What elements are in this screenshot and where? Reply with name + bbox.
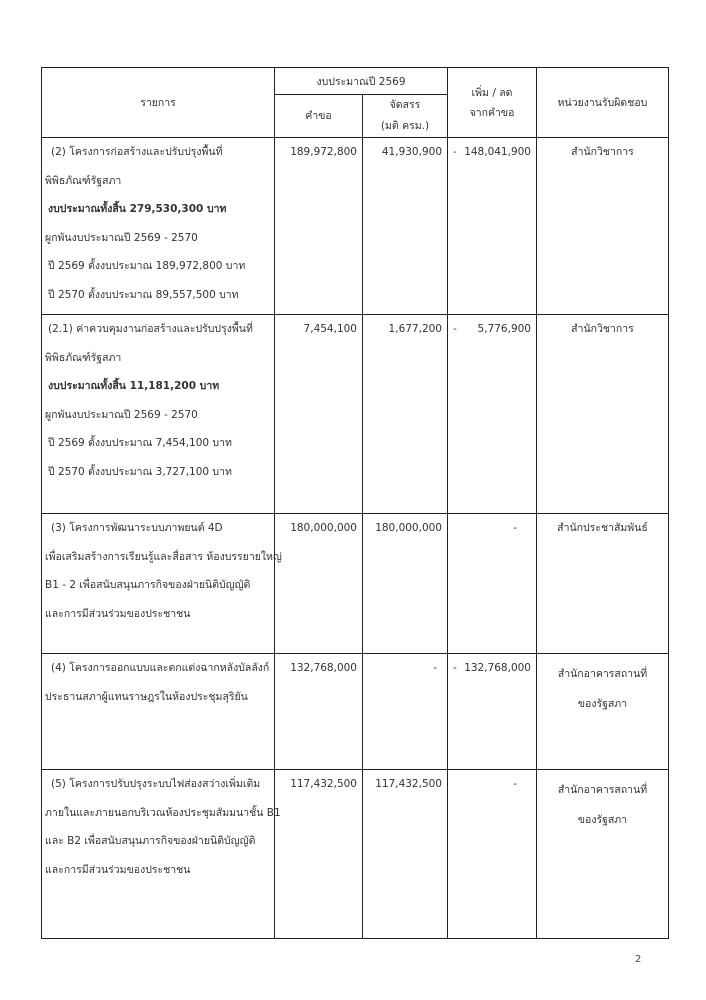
unit-line2: ของรัฐสภา: [577, 814, 628, 826]
change-value: -: [513, 778, 517, 790]
unit-line1: สำนักอาคารสถานที่: [557, 668, 648, 680]
header-change-line2: จากคำขอ: [469, 106, 515, 119]
responsible-unit: [537, 654, 669, 770]
change-amount: [448, 315, 537, 514]
change-amount: [448, 770, 537, 939]
item-line: ปี 2570 ตั้งงบประมาณ 89,557,500 บาท: [48, 288, 239, 301]
header-budget-year: งบประมาณปี 2569: [275, 68, 448, 95]
item-line: (4) โครงการออกแบบและตกแต่งฉากหลังบัลลังก์: [51, 662, 270, 674]
item-line: B1 - 2 เพื่อสนับสนุนภารกิจของฝ่ายนิติบัญญัติ: [45, 579, 251, 591]
item-line: ผูกพันงบประมาณปี 2569 - 2570: [45, 408, 198, 421]
item-line: (2.1) ค่าควบคุมงานก่อสร้างและปรับปรุงพื้นที่: [48, 323, 253, 335]
item-line: และการมีส่วนร่วมของประชาชน: [45, 863, 191, 876]
table-row: [42, 654, 669, 770]
change-amount: [448, 654, 537, 770]
allocated-amount: 180,000,000: [363, 514, 448, 654]
change-sign: -: [453, 146, 457, 158]
responsible-unit: [537, 514, 669, 654]
change-value: -: [513, 522, 517, 534]
unit-line1: สำนักวิชาการ: [571, 323, 634, 335]
item-line: (3) โครงการพัฒนาระบบภาพยนต์ 4D: [51, 522, 223, 534]
unit-line2: ของรัฐสภา: [577, 698, 628, 710]
responsible-unit: [537, 770, 669, 939]
item-line: ปี 2569 ตั้งงบประมาณ 7,454,100 บาท: [48, 437, 232, 449]
header-allocated-line2: (มติ ครม.): [380, 120, 430, 132]
table-row: [42, 770, 669, 939]
item-line: เพื่อเสริมสร้างการเรียนรู้และสื่อสาร ห้องบรรยายใหญ่: [45, 550, 282, 563]
item-line: (2) โครงการก่อสร้างและปรับปรุงพื้นที่: [51, 146, 223, 158]
item-line: (5) โครงการปรับปรุงระบบไฟส่องสว่างเพิ่มเติม: [51, 778, 261, 790]
change-amount: [448, 514, 537, 654]
responsible-unit: [537, 315, 669, 514]
change-value: 132,768,000: [464, 662, 531, 674]
responsible-unit: [537, 138, 669, 315]
unit-line1: สำนักประชาสัมพันธ์: [557, 522, 648, 534]
change-sign: -: [453, 323, 457, 335]
item-description: [42, 770, 281, 939]
change-sign: -: [453, 662, 457, 674]
header-item: รายการ: [42, 68, 275, 138]
change-value: 148,041,900: [464, 146, 531, 158]
request-amount: 7,454,100: [275, 315, 363, 514]
header-allocated: [363, 95, 448, 138]
header-change-line1: เพิ่ม / ลด: [471, 86, 513, 99]
table-row: [42, 315, 669, 514]
item-line: ภายในและภายนอกบริเวณห้องประชุมสัมมนาชั้น B1: [45, 806, 281, 819]
table-row: [42, 138, 669, 315]
item-description: [42, 654, 275, 770]
item-line: พิพิธภัณฑ์รัฐสภา: [45, 351, 122, 364]
item-line: ผูกพันงบประมาณปี 2569 - 2570: [45, 231, 198, 244]
header-unit: หน่วยงานรับผิดชอบ: [537, 68, 669, 138]
item-line: และการมีส่วนร่วมของประชาชน: [45, 607, 191, 620]
request-amount: 132,768,000: [275, 654, 363, 770]
change-value: 5,776,900: [477, 323, 531, 335]
change-amount: [448, 138, 537, 315]
budget-table: [41, 67, 669, 939]
item-line: และ B2 เพื่อสนับสนุนภารกิจของฝ่ายนิติบัญญัติ: [45, 835, 256, 847]
allocated-amount: 1,677,200: [363, 315, 448, 514]
item-description: [42, 315, 275, 514]
header-request: คำขอ: [275, 95, 363, 138]
page-number: 2: [635, 954, 642, 965]
header-change: [448, 68, 537, 138]
request-amount: 180,000,000: [275, 514, 363, 654]
item-description: [42, 514, 282, 654]
allocated-amount: -: [363, 654, 448, 770]
table-row: [42, 514, 669, 654]
allocated-amount: 41,930,900: [363, 138, 448, 315]
item-description: [42, 138, 275, 315]
item-line: พิพิธภัณฑ์รัฐสภา: [45, 174, 122, 187]
unit-line1: สำนักวิชาการ: [571, 146, 634, 158]
header-allocated-line1: จัดสรร: [389, 99, 421, 111]
unit-line1: สำนักอาคารสถานที่: [557, 784, 648, 796]
item-line: ปี 2569 ตั้งงบประมาณ 189,972,800 บาท: [48, 260, 246, 272]
item-line: ประธานสภาผู้แทนราษฎรในห้องประชุมสุริยัน: [45, 690, 248, 703]
item-line: งบประมาณทั้งสิ้น 11,181,200 บาท: [48, 380, 220, 392]
item-line: งบประมาณทั้งสิ้น 279,530,300 บาท: [48, 203, 227, 215]
request-amount: 189,972,800: [275, 138, 363, 315]
allocated-amount: 117,432,500: [363, 770, 448, 939]
request-amount: 117,432,500: [275, 770, 363, 939]
item-line: ปี 2570 ตั้งงบประมาณ 3,727,100 บาท: [48, 465, 232, 478]
